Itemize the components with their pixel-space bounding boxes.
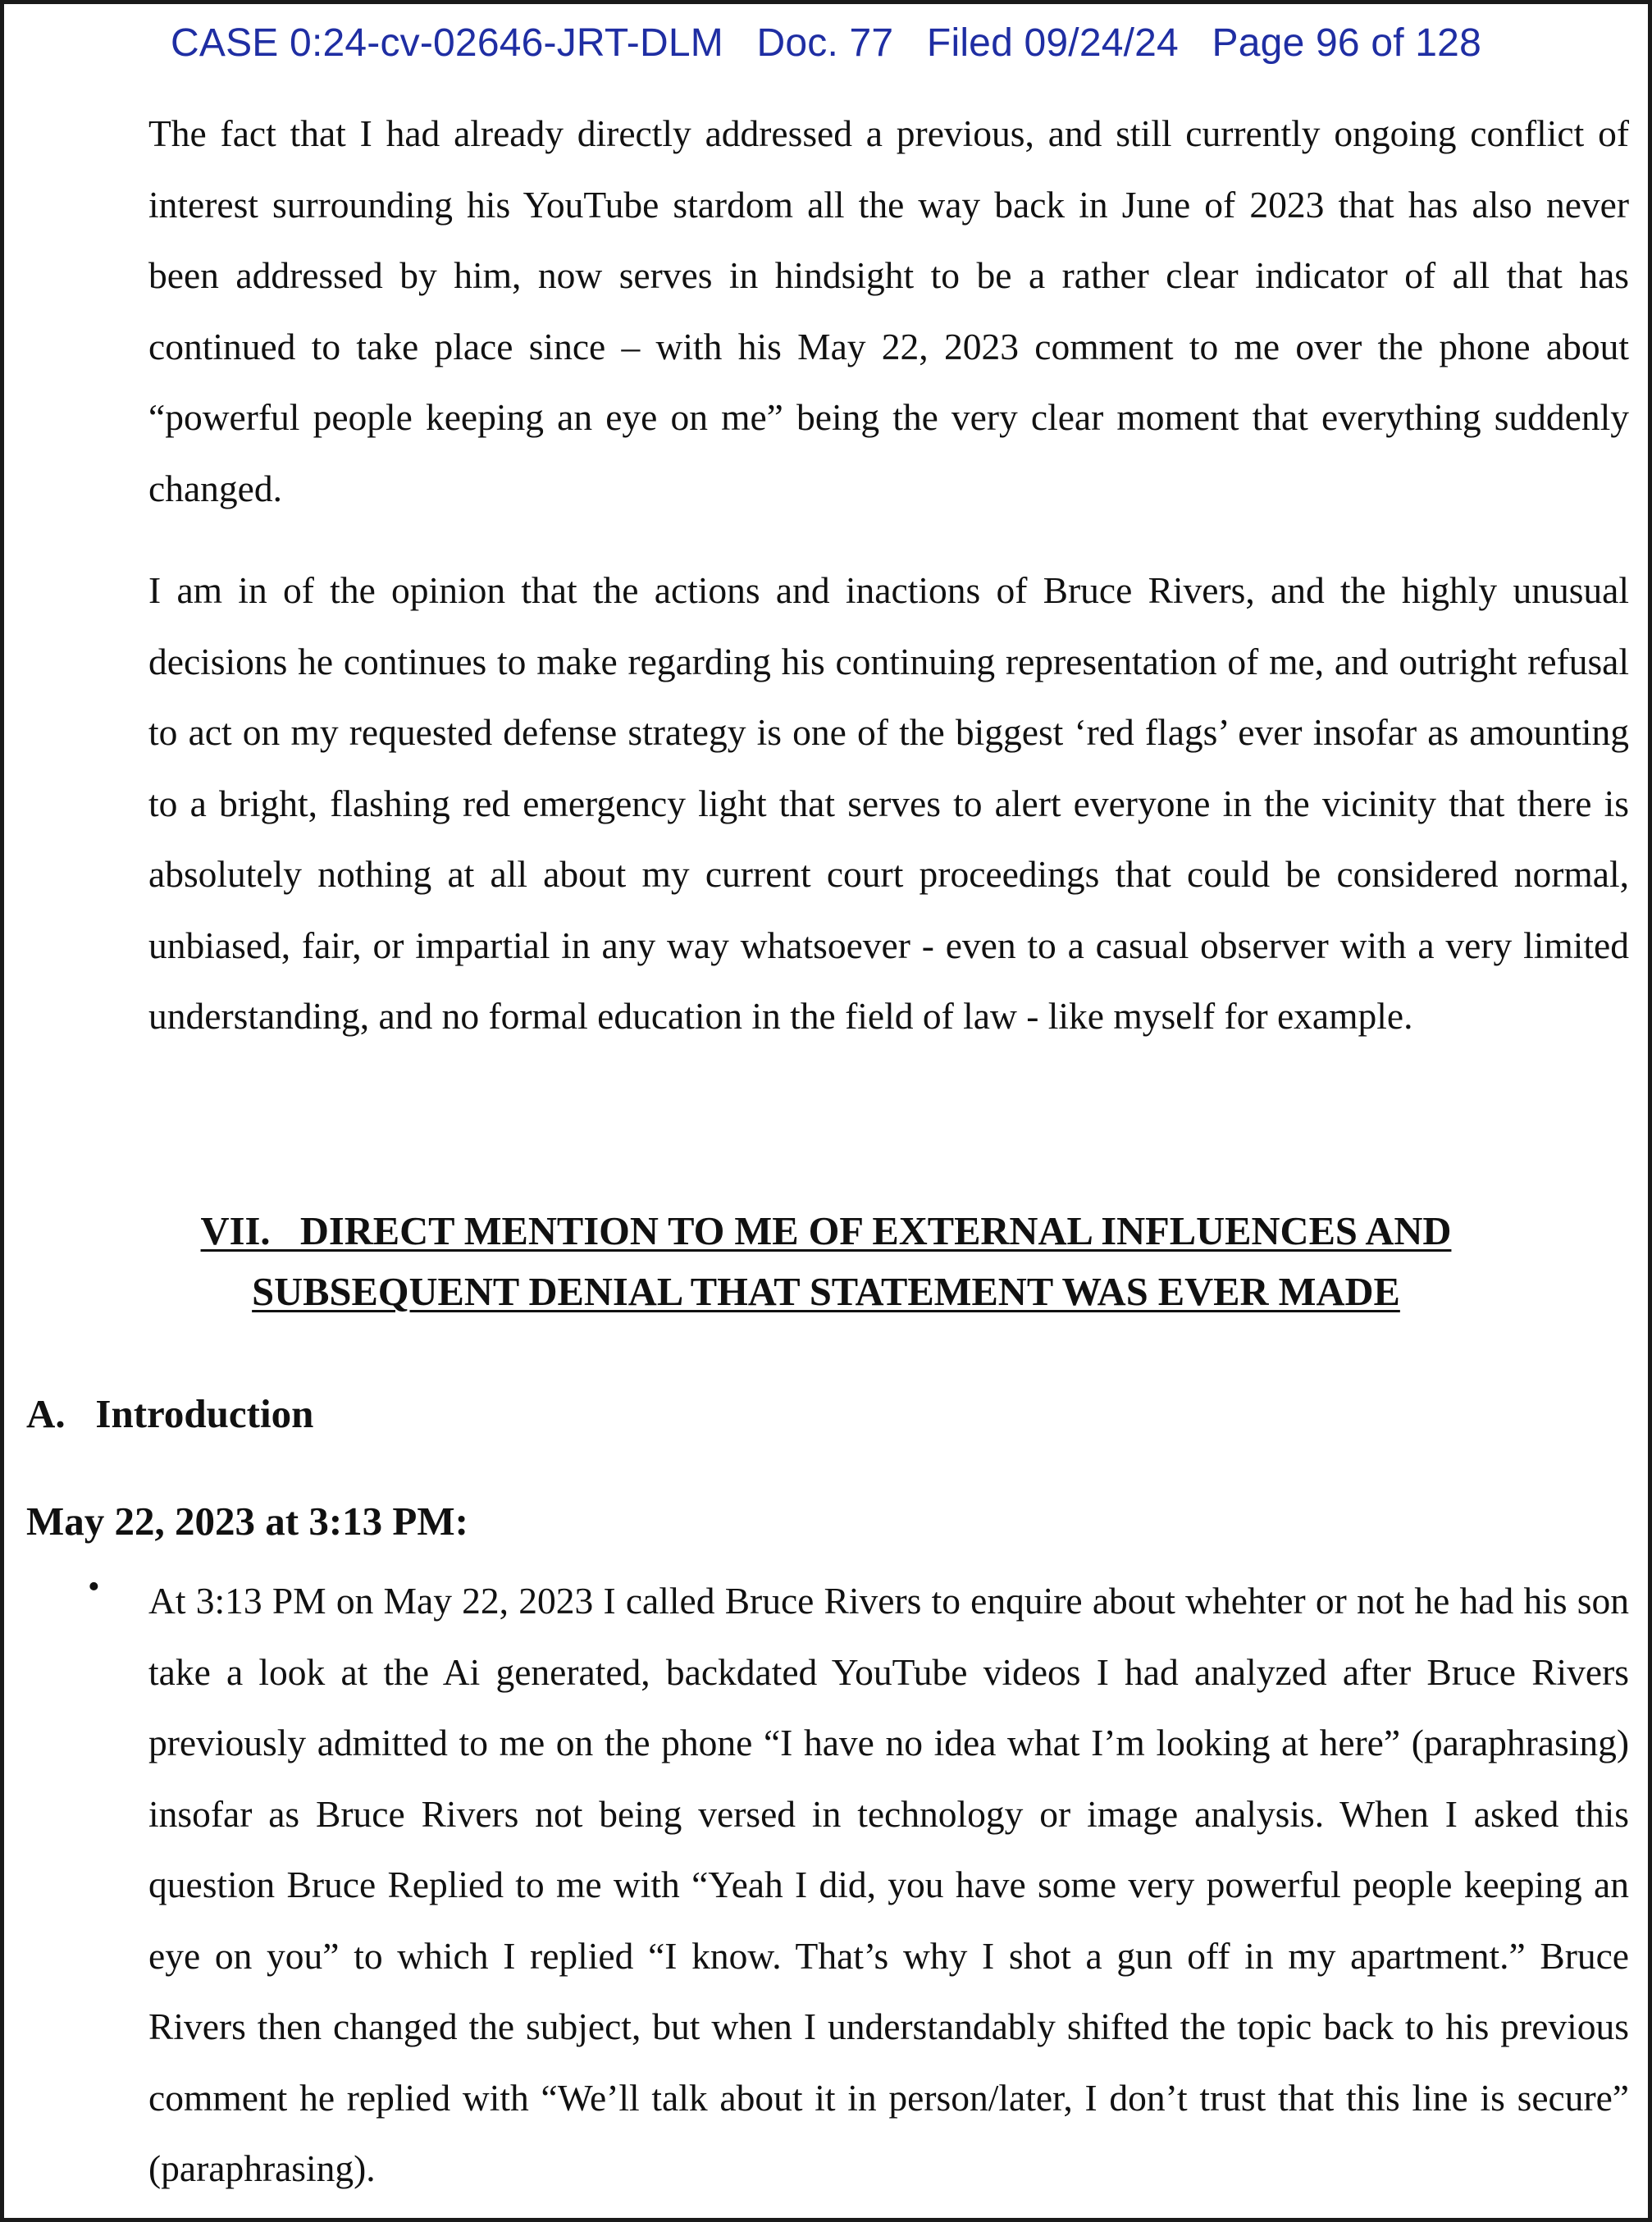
section-title-line-1: VII. DIRECT MENTION TO ME OF EXTERNAL INFLUENCES AND — [200, 1210, 1452, 1253]
subsection-heading: A. Introduction — [26, 1391, 314, 1436]
section-title-line-2: SUBSEQUENT DENIAL THAT STATEMENT WAS EVER MADE — [252, 1271, 1400, 1314]
paragraph-conflict-of-interest: The fact that I had already directly addressed a previous, and still currently ongoing conflict of interest surrounding his YouTube stardom all the way back in June of 2023 that has also never been addressed by him, now serves in hindsight to be a rather clear indicator of all that has continued to take place since – with his May 22, 2023 comment to me over the phone about “powerful people keeping an eye on me” being the very clear moment that everything suddenly changed. — [148, 112, 1629, 509]
bullet-paragraph-phone-call: At 3:13 PM on May 22, 2023 I called Bruce Rivers to enquire about whehter or not he had his son take a look at the Ai generated, backdated YouTube videos I had analyzed after Bruce Rivers previously admitted to me on the phone “I have no idea what I’m looking at here” (paraphrasing) insofar as Bruce Rivers not being versed in technology or image analysis. When I asked this question Bruce Replied to me with “Yeah I did, you have some very powerful people keeping an eye on you” to which I replied “I know. That’s why I shot a gun off in my apartment.” Bruce Rivers then changed the subject, but when I understandably shifted the topic back to his previous comment he replied with “We’ll talk about it in person/later, I don’t trust that this line is secure” (paraphrasing). — [148, 1580, 1629, 2189]
section-title — [4, 1202, 1648, 1323]
case-header: CASE 0:24-cv-02646-JRT-DLM Doc. 77 Filed 09/24/24 Page 96 of 128 — [171, 21, 1481, 65]
paragraph-opinion-red-flags: I am in of the opinion that the actions and inactions of Bruce Rivers, and the highly unusual decisions he continues to make regarding his continuing representation of me, and outright refusal to act on my requested defense strategy is one of the biggest ‘red flags’ ever insofar as amounting to a bright, flashing red emergency light that serves to alert everyone in the vicinity that there is absolutely nothing at all about my current court proceedings that could be considered normal, unbiased, fair, or impartial in any way whatsoever - even to a casual observer with a very limited understanding, and no formal education in the field of law - like myself for example. — [148, 569, 1629, 1037]
date-heading: May 22, 2023 at 3:13 PM: — [26, 1499, 468, 1544]
bullet-point-icon: • — [88, 1568, 100, 1606]
